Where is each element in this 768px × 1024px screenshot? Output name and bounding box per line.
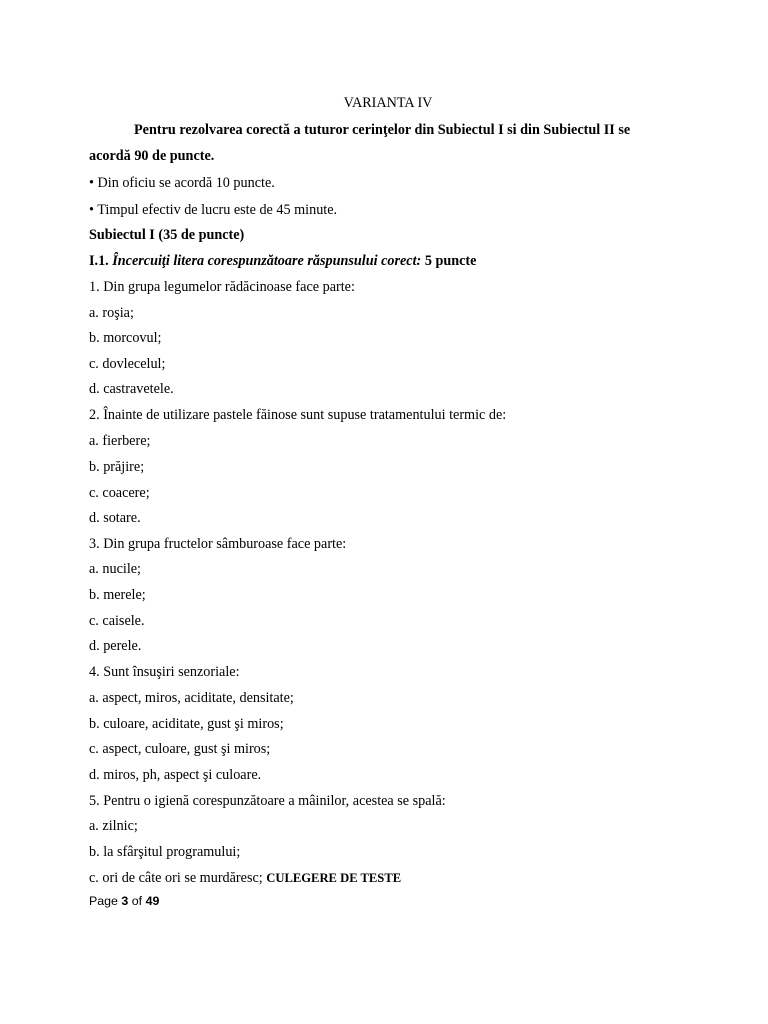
task-instruction-line [89, 252, 476, 270]
footer-total-pages: 49 [145, 894, 160, 908]
question-2: 2. Înainte de utilizare pastele făinose sunt supuse tratamentului termic de: [89, 407, 507, 423]
question-4-option-d: d. miros, ph, aspect şi culoare. [89, 767, 262, 783]
page-footer [89, 893, 159, 909]
task-points: 5 puncte [424, 253, 477, 269]
question-3-option-d: d. perele. [89, 638, 142, 654]
bullet-work-time: • Timpul efectiv de lucru este de 45 minute. [89, 202, 338, 218]
question-5-option-b: b. la sfârşitul programului; [89, 844, 241, 860]
question-3-option-c: c. caisele. [89, 613, 145, 629]
question-4: 4. Sunt însuşiri senzoriale: [89, 664, 240, 680]
question-1-option-b: b. morcovul; [89, 330, 162, 346]
question-4-option-b: b. culoare, aciditate, gust şi miros; [89, 716, 284, 732]
question-5-option-a: a. zilnic; [89, 818, 138, 834]
question-1: 1. Din grupa legumelor rădăcinoase face parte: [89, 279, 355, 295]
question-4-option-c: c. aspect, culoare, gust şi miros; [89, 741, 271, 757]
question-2-option-d: d. sotare. [89, 510, 141, 526]
task-instruction: Încercuiţi litera corespunzătoare răspunsului corect: [112, 253, 422, 269]
question-3: 3. Din grupa fructelor sâmburoase face parte: [89, 536, 347, 552]
question-1-option-a: a. roşia; [89, 305, 134, 321]
question-4-option-a: a. aspect, miros, aciditate, densitate; [89, 690, 294, 706]
question-3-option-b: b. merele; [89, 587, 146, 603]
question-2-option-a: a. fierbere; [89, 433, 151, 449]
task-number: I.1. [89, 253, 109, 269]
question-2-option-b: b. prăjire; [89, 459, 145, 475]
watermark-text: CULEGERE DE TESTE [266, 871, 402, 885]
intro-line-1: Pentru rezolvarea corectă a tuturor cerinţelor din Subiectul I si din Subiectul II se [134, 122, 631, 138]
question-1-option-d: d. castravetele. [89, 381, 174, 397]
intro-line-2: acordă 90 de puncte. [89, 148, 215, 164]
page-title: VARIANTA IV [343, 95, 433, 111]
question-1-option-c: c. dovlecelul; [89, 356, 166, 372]
bullet-office-points: • Din oficiu se acordă 10 puncte. [89, 175, 275, 191]
question-2-option-c: c. coacere; [89, 485, 150, 501]
question-3-option-a: a. nucile; [89, 561, 141, 577]
footer-page-word: Page [89, 894, 118, 908]
question-5-option-c-line [89, 869, 401, 887]
question-5: 5. Pentru o igienă corespunzătoare a mâinilor, acestea se spală: [89, 793, 446, 809]
footer-current-page: 3 [121, 894, 129, 908]
section-heading: Subiectul I (35 de puncte) [89, 227, 245, 243]
footer-of-word: of [131, 894, 143, 908]
question-5-option-c: c. ori de câte ori se murdăresc; [89, 870, 263, 886]
